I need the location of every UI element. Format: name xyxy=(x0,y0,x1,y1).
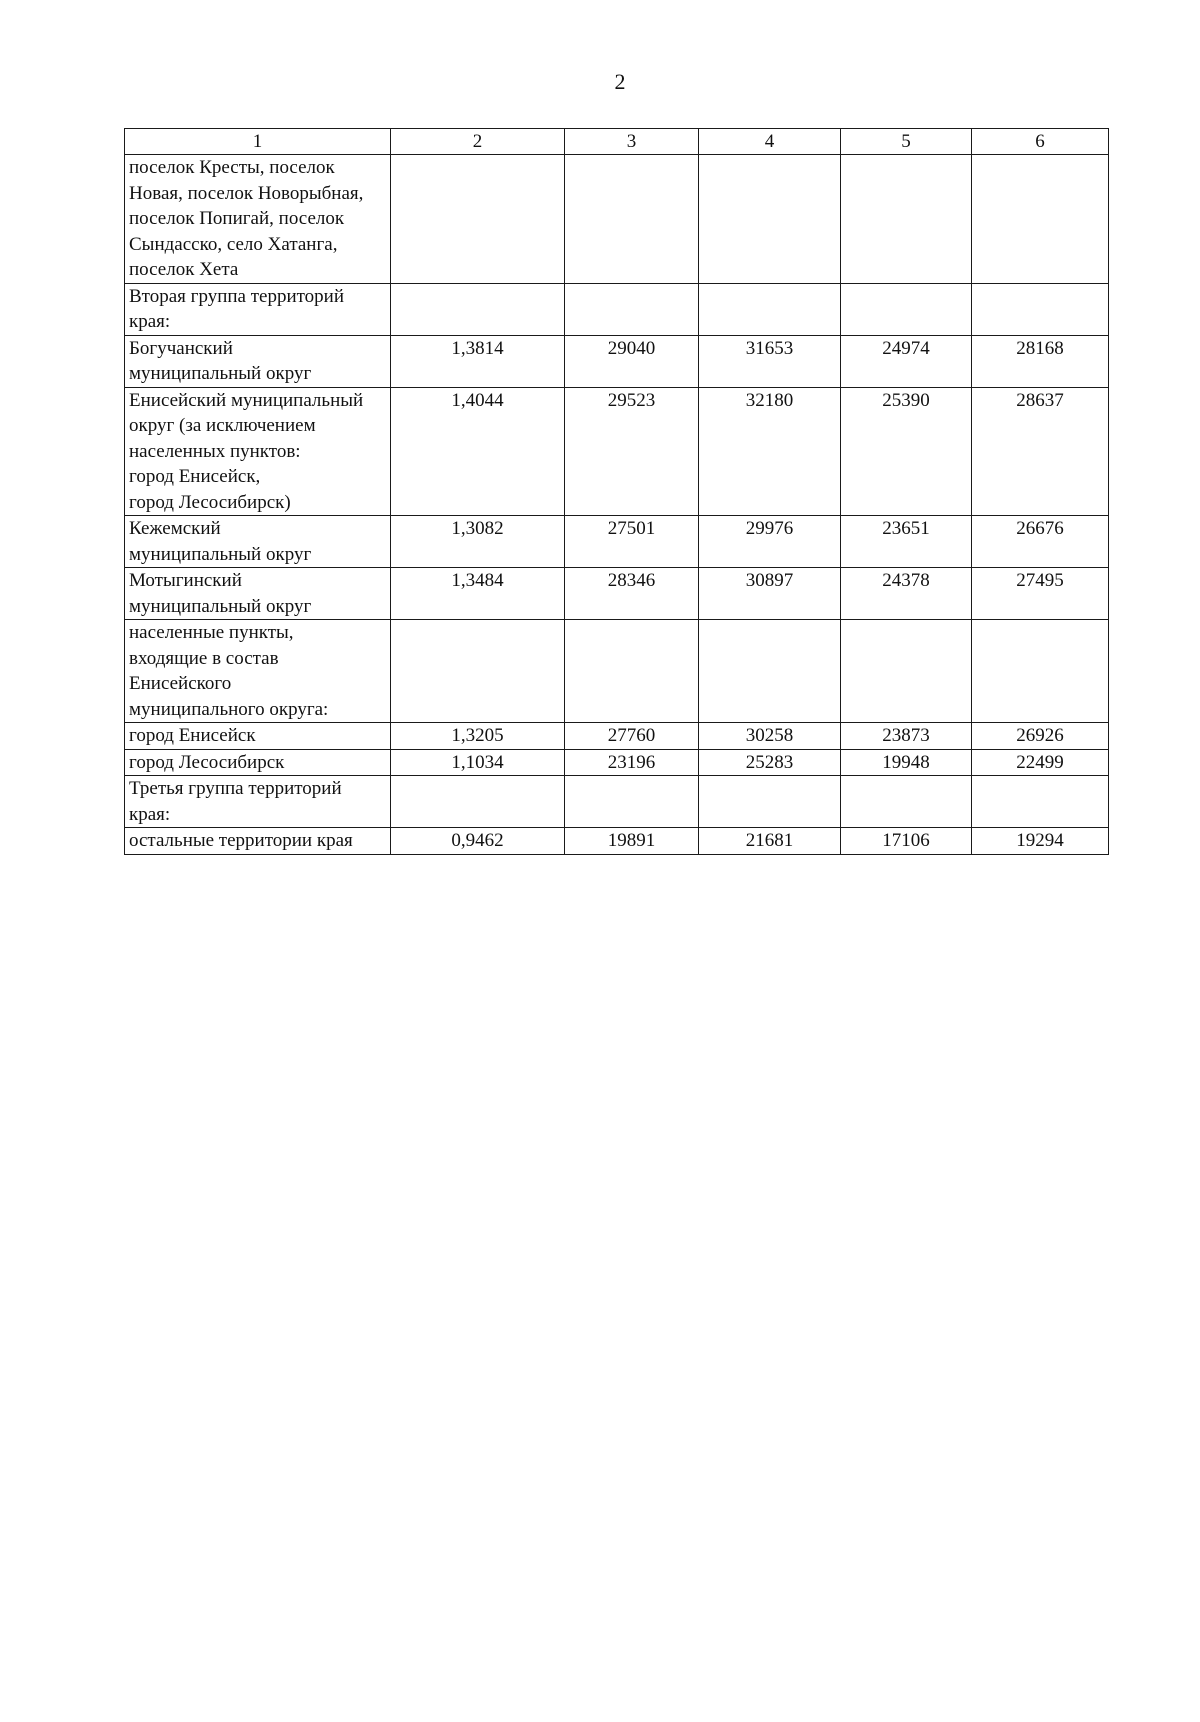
value-cell xyxy=(972,620,1109,723)
coefficient-cell: 1,1034 xyxy=(391,749,565,776)
value-cell: 23196 xyxy=(565,749,699,776)
column-number-header: 6 xyxy=(972,129,1109,155)
group-heading-cell: Третья группа территорий края: xyxy=(125,776,391,828)
value-cell: 30897 xyxy=(699,568,841,620)
value-cell xyxy=(699,776,841,828)
column-number-header: 4 xyxy=(699,129,841,155)
page-number: 2 xyxy=(614,69,626,94)
table-row xyxy=(125,749,1109,776)
value-cell: 25390 xyxy=(841,387,972,516)
value-cell: 29040 xyxy=(565,335,699,387)
value-cell xyxy=(841,283,972,335)
territory-name-cell: Енисейский муниципальный округ (за исключением населенных пунктов: город Енисейск, город Лесосибирск) xyxy=(125,387,391,516)
value-cell: 25283 xyxy=(699,749,841,776)
value-cell: 19891 xyxy=(565,828,699,855)
value-cell xyxy=(391,620,565,723)
table-row xyxy=(125,828,1109,855)
value-cell xyxy=(565,776,699,828)
value-cell xyxy=(972,155,1109,284)
value-cell xyxy=(699,155,841,284)
territory-name-cell: город Енисейск xyxy=(125,723,391,750)
territory-name-cell: город Лесосибирск xyxy=(125,749,391,776)
territory-name-cell: остальные территории края xyxy=(125,828,391,855)
table-row xyxy=(125,387,1109,516)
coefficient-cell: 0,9462 xyxy=(391,828,565,855)
value-cell: 29976 xyxy=(699,516,841,568)
value-cell xyxy=(391,155,565,284)
table-row xyxy=(125,516,1109,568)
territory-name-cell: поселок Кресты, поселок Новая, поселок Новорыбная, поселок Попигай, поселок Сындасско, село Хатанга, поселок Хета xyxy=(125,155,391,284)
coefficient-cell: 1,3484 xyxy=(391,568,565,620)
coefficient-cell: 1,3082 xyxy=(391,516,565,568)
value-cell: 29523 xyxy=(565,387,699,516)
value-cell: 28637 xyxy=(972,387,1109,516)
table-row xyxy=(125,568,1109,620)
coefficient-cell: 1,3205 xyxy=(391,723,565,750)
coefficient-cell: 1,3814 xyxy=(391,335,565,387)
value-cell: 27501 xyxy=(565,516,699,568)
territory-name-cell: Мотыгинский муниципальный округ xyxy=(125,568,391,620)
value-cell: 19948 xyxy=(841,749,972,776)
value-cell xyxy=(391,776,565,828)
value-cell xyxy=(565,283,699,335)
value-cell xyxy=(565,155,699,284)
coefficient-cell: 1,4044 xyxy=(391,387,565,516)
group-heading-cell: Вторая группа территорий края: xyxy=(125,283,391,335)
value-cell xyxy=(841,620,972,723)
column-number-header: 5 xyxy=(841,129,972,155)
value-cell: 31653 xyxy=(699,335,841,387)
value-cell: 27495 xyxy=(972,568,1109,620)
value-cell xyxy=(972,283,1109,335)
value-cell: 22499 xyxy=(972,749,1109,776)
value-cell: 30258 xyxy=(699,723,841,750)
territory-name-cell: Кежемский муниципальный округ xyxy=(125,516,391,568)
data-table xyxy=(124,128,1109,855)
table-header-row xyxy=(125,129,1109,155)
column-number-header: 1 xyxy=(125,129,391,155)
value-cell xyxy=(841,155,972,284)
group-heading-cell: населенные пункты, входящие в состав Енисейского муниципального округа: xyxy=(125,620,391,723)
territory-name-cell: Богучанский муниципальный округ xyxy=(125,335,391,387)
value-cell xyxy=(565,620,699,723)
value-cell xyxy=(699,620,841,723)
value-cell: 23873 xyxy=(841,723,972,750)
table-row xyxy=(125,283,1109,335)
value-cell xyxy=(972,776,1109,828)
value-cell xyxy=(391,283,565,335)
value-cell: 24378 xyxy=(841,568,972,620)
value-cell xyxy=(841,776,972,828)
table-row xyxy=(125,723,1109,750)
value-cell: 21681 xyxy=(699,828,841,855)
column-number-header: 3 xyxy=(565,129,699,155)
value-cell: 24974 xyxy=(841,335,972,387)
value-cell xyxy=(699,283,841,335)
value-cell: 17106 xyxy=(841,828,972,855)
value-cell: 32180 xyxy=(699,387,841,516)
value-cell: 26676 xyxy=(972,516,1109,568)
column-number-header: 2 xyxy=(391,129,565,155)
value-cell: 28168 xyxy=(972,335,1109,387)
value-cell: 19294 xyxy=(972,828,1109,855)
table-row xyxy=(125,335,1109,387)
table-row xyxy=(125,155,1109,284)
table-row xyxy=(125,776,1109,828)
value-cell: 26926 xyxy=(972,723,1109,750)
value-cell: 23651 xyxy=(841,516,972,568)
value-cell: 28346 xyxy=(565,568,699,620)
table-row xyxy=(125,620,1109,723)
value-cell: 27760 xyxy=(565,723,699,750)
